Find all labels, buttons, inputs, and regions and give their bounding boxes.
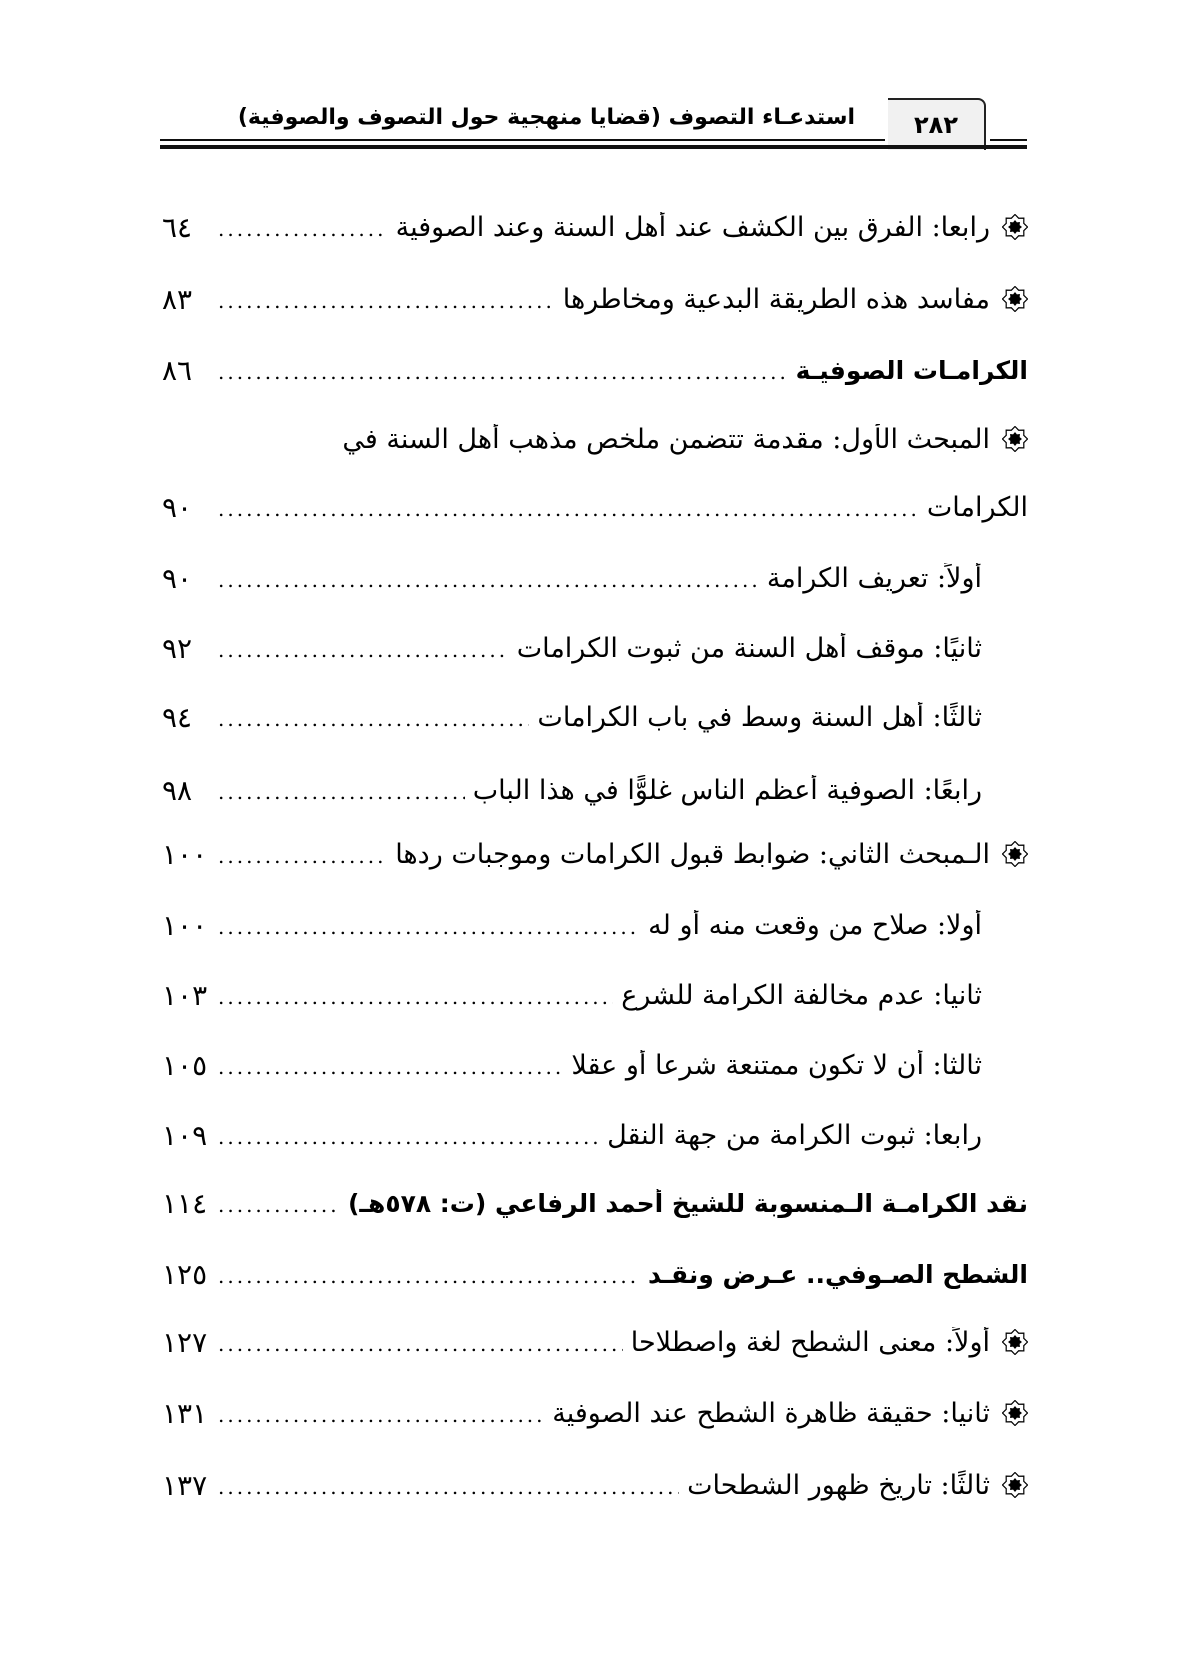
toc-subentry[interactable]: [162, 620, 982, 676]
star-ornament-icon: [1002, 841, 1028, 867]
star-ornament-icon: [1002, 1329, 1028, 1355]
dot-leader: [218, 762, 465, 818]
ornament-fill: [1008, 432, 1022, 446]
toc-section-heading[interactable]: [162, 1175, 1028, 1231]
ornament-fill: [1008, 1478, 1022, 1492]
toc-entry[interactable]: [162, 1457, 1028, 1513]
toc-entry-page: ١٠٠: [162, 837, 208, 871]
toc-entry[interactable]: [162, 1385, 1028, 1441]
dot-leader: [218, 1314, 623, 1370]
toc-entry-page: ٩٠: [162, 490, 193, 524]
page-number-tab: ٢٨٢: [888, 98, 986, 150]
toc-subentry[interactable]: [162, 1037, 982, 1093]
toc-entry-page: ١٣٧: [162, 1468, 208, 1502]
dot-leader: [218, 479, 919, 535]
dot-leader: [218, 1175, 340, 1231]
toc-entry-title: ثانيا: حقيقة ظاهرة الشطح عند الصوفية: [552, 1397, 990, 1429]
ornament-fill: [1008, 847, 1022, 861]
dot-leader: [218, 342, 788, 398]
toc-entry-page: ١٠٩: [162, 1118, 208, 1152]
toc-subentry[interactable]: [162, 762, 982, 818]
toc-entry-page: ٦٤: [162, 210, 193, 244]
dot-leader: [218, 1385, 544, 1441]
toc-entry-page: ٩٤: [162, 700, 193, 734]
dot-leader: [218, 689, 529, 745]
toc-entry-title: مفاسد هذه الطريقة البدعية ومخاطرها: [562, 283, 990, 315]
ornament-fill: [1008, 1406, 1022, 1420]
toc-entry-title: رابعا: الفرق بين الكشف عند أهل السنة وعند الصوفية: [395, 211, 990, 243]
toc-subentry[interactable]: [162, 1107, 982, 1163]
ornament-fill: [1008, 1335, 1022, 1349]
toc-entry-title: الكرامـات الصوفيـة: [795, 355, 1028, 385]
toc-subentry[interactable]: [162, 897, 982, 953]
toc-entry-page: ٩٢: [162, 631, 193, 665]
toc-entry-page: ٨٣: [162, 282, 193, 316]
toc-entry-page: ١٠٥: [162, 1048, 208, 1082]
toc-entry-title: الشطح الصـوفي.. عـرض ونقـد: [647, 1259, 1028, 1289]
toc-entry-page: ١٢٥: [162, 1257, 208, 1291]
toc-entry-title: أولا: صلاح من وقعت منه أو له: [648, 909, 982, 941]
dot-leader: [218, 897, 640, 953]
toc-entry[interactable]: [162, 199, 1028, 255]
toc-subentry[interactable]: [162, 550, 982, 606]
dot-leader: [218, 826, 387, 882]
toc-entry-title: المبحث الأول: مقدمة تتضمن ملخص مذهب أهل السنة في: [342, 423, 990, 455]
dot-leader: [218, 199, 388, 255]
dot-leader: [218, 1107, 599, 1163]
star-ornament-icon: [1002, 1472, 1028, 1498]
toc-entry-page: ١٢٧: [162, 1325, 208, 1359]
dot-leader: [218, 271, 555, 327]
toc-entry-title: رابعا: ثبوت الكرامة من جهة النقل: [607, 1119, 982, 1151]
toc-entry-page: ١٠٣: [162, 978, 208, 1012]
star-ornament-icon: [1002, 426, 1028, 452]
toc-entry-title: ثالثا: أن لا تكون ممتنعة شرعا أو عقلا: [571, 1049, 982, 1081]
toc-entry-title: ثانيًا: موقف أهل السنة من ثبوت الكرامات: [516, 632, 982, 664]
toc-entry-page: ٩٨: [162, 773, 193, 807]
toc-entry[interactable]: [162, 1314, 1028, 1370]
toc-section-heading[interactable]: [162, 1246, 1028, 1302]
star-ornament-icon: [1002, 214, 1028, 240]
dot-leader: [218, 550, 759, 606]
dot-leader: [218, 620, 509, 676]
toc-entry-title: أولاً: تعريف الكرامة: [766, 562, 982, 594]
toc-entry-title: الـمبحث الثاني: ضوابط قبول الكرامات وموجبات ردها: [395, 838, 990, 870]
toc-entry-page: ١٣١: [162, 1396, 208, 1430]
toc-entry-page: ٩٠: [162, 561, 193, 595]
toc-entry[interactable]: [162, 826, 1028, 882]
toc-section-heading[interactable]: [162, 342, 1028, 398]
dot-leader: [218, 1246, 640, 1302]
ornament-fill: [1008, 220, 1022, 234]
toc-entry-page: ١٠٠: [162, 908, 208, 942]
toc-entry-title: ثالثًا: أهل السنة وسط في باب الكرامات: [537, 701, 982, 733]
star-ornament-icon: [1002, 286, 1028, 312]
toc-entry[interactable]: [162, 411, 1028, 467]
toc-entry-title: رابعًا: الصوفية أعظم الناس غلوًّا في هذا الباب: [472, 774, 982, 806]
toc-entry[interactable]: [162, 271, 1028, 327]
toc-subentry[interactable]: [162, 967, 982, 1023]
toc-entry-title: ثالثًا: تاريخ ظهور الشطحات: [687, 1469, 990, 1501]
dot-leader: [218, 1037, 563, 1093]
toc-entry-title: الكرامات: [926, 491, 1028, 523]
toc-subentry[interactable]: [162, 689, 982, 745]
toc-entry-title: ثانيا: عدم مخالفة الكرامة للشرع: [621, 979, 982, 1011]
dot-leader: [218, 967, 613, 1023]
star-ornament-icon: [1002, 1400, 1028, 1426]
toc-entry-title: أولاً: معنى الشطح لغة واصطلاحا: [630, 1326, 990, 1358]
toc-entry-title: نقد الكرامـة الـمنسوبة للشيخ أحمد الرفاعي (ت: ٥٧٨هـ): [348, 1188, 1028, 1218]
toc-entry-page: ٨٦: [162, 353, 193, 387]
dot-leader: [218, 1457, 679, 1513]
ornament-fill: [1008, 292, 1022, 306]
toc-entry-continuation[interactable]: [162, 479, 1028, 535]
header-title: استدعـاء التصوف (قضايا منهجية حول التصوف والصوفية): [237, 105, 855, 130]
toc-entry-page: ١١٤: [162, 1186, 208, 1220]
